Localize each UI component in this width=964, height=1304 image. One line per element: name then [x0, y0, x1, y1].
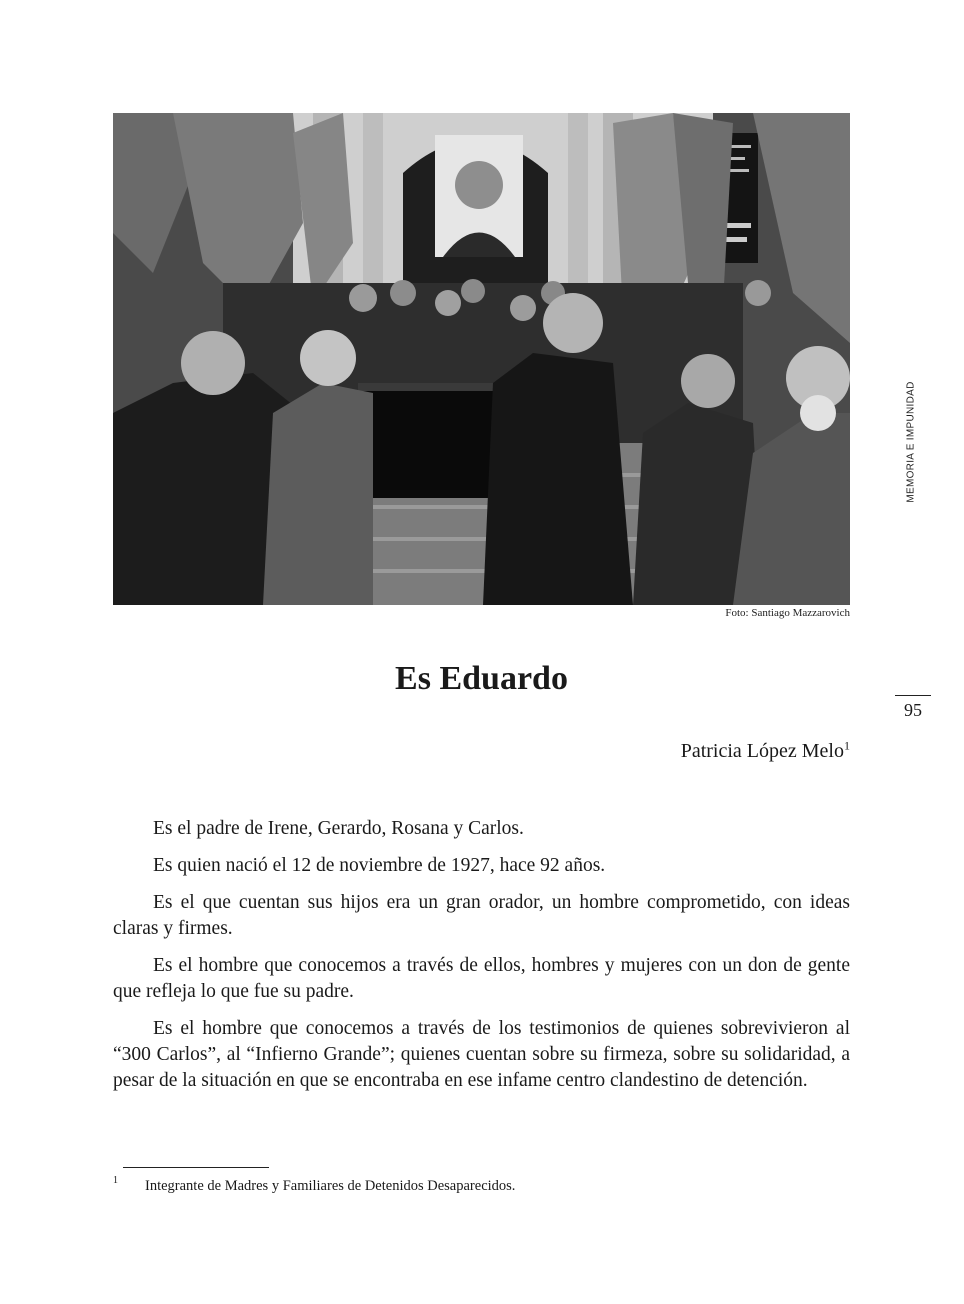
footnote-rule	[123, 1167, 269, 1168]
article-body	[113, 816, 850, 1105]
article-author	[681, 740, 850, 763]
body-paragraph: Es el hombre que conocemos a través de los testimonios de quienes sobrevivieron al “300 Carlos”, al “Infierno Grande”; quienes cuentan sobre su firmeza, sobre su solidaridad, a pesar de la situación en que se encontraba en ese infame centro clandestino de detención.	[113, 1018, 850, 1091]
author-name: Patricia López Melo	[680, 740, 844, 762]
body-paragraph: Es el padre de Irene, Gerardo, Rosana y Carlos.	[153, 818, 524, 839]
body-paragraph: Es el que cuentan sus hijos era un gran orador, un hombre comprometido, con ideas claras y firmes.	[113, 892, 850, 939]
page-number: 95	[904, 700, 922, 720]
article-title: Es Eduardo	[395, 660, 568, 697]
article-photo	[113, 113, 850, 605]
body-paragraph: Es quien nació el 12 de noviembre de 1927, hace 92 años.	[153, 855, 606, 876]
photo-credit: Foto: Santiago Mazzarovich	[725, 607, 850, 619]
author-footnote-ref: 1	[844, 738, 850, 753]
footnote-mark: 1	[113, 1175, 118, 1186]
page-number-rule	[895, 695, 931, 696]
footnote-text: Integrante de Madres y Familiares de Detenidos Desaparecidos.	[145, 1178, 516, 1194]
section-label: MEMORIA E IMPUNIDAD	[905, 381, 917, 503]
body-paragraph: Es el hombre que conocemos a través de ellos, hombres y mujeres con un don de gente que refleja lo que fue su padre.	[113, 955, 850, 1002]
